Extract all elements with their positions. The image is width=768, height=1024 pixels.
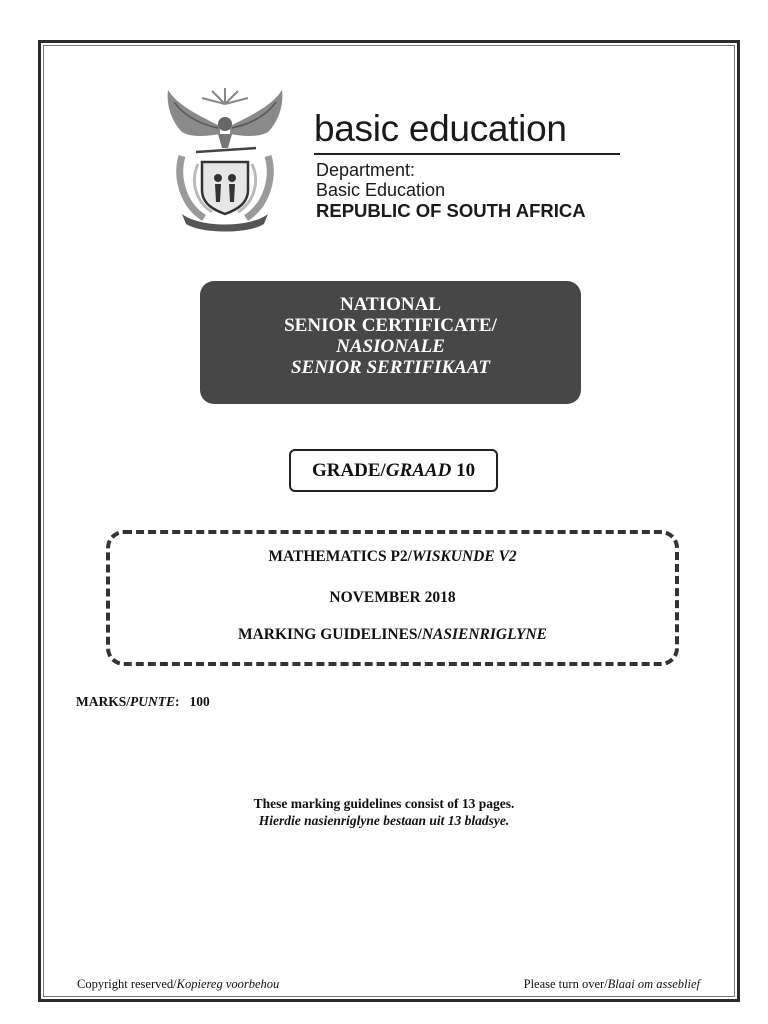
footer-copyright: Copyright reserved/Kopiereg voorbehou: [77, 977, 280, 991]
title-line1: NATIONAL: [340, 294, 441, 315]
grade-label-af: GRAAD: [385, 460, 452, 481]
title-line4: SENIOR SERTIFIKAAT: [290, 357, 491, 378]
coat-of-arms-icon: [160, 86, 290, 232]
department-line1: Department:: [316, 160, 416, 180]
total-marks: MARKS/PUNTE: 100: [76, 694, 210, 709]
pages-note-english: These marking guidelines consist of 13 pages.: [253, 796, 515, 811]
grade-label: GRADE/: [311, 460, 386, 481]
grade-number: 10: [456, 460, 476, 481]
brand-rule: [314, 153, 620, 155]
marks-value: 100: [189, 694, 210, 709]
document-type: MARKING GUIDELINES/NASIENRIGLYNE: [237, 626, 548, 643]
exam-date: NOVEMBER 2018: [329, 589, 456, 606]
department-line3: REPUBLIC OF SOUTH AFRICA: [316, 200, 586, 221]
brand-title: basic education: [314, 108, 567, 149]
subject-line: MATHEMATICS P2/WISKUNDE V2: [268, 548, 517, 565]
department-line2: Basic Education: [316, 180, 446, 200]
grade-box: [289, 449, 498, 492]
certificate-title-box: [200, 281, 581, 404]
pages-note-afrikaans: Hierdie nasienriglyne bestaan uit 13 bladsye.: [258, 813, 510, 828]
title-line2: SENIOR CERTIFICATE/: [284, 315, 497, 336]
title-line3: NASIONALE: [336, 336, 445, 357]
footer-turn-over: Please turn over/Blaai om asseblief: [523, 977, 700, 991]
